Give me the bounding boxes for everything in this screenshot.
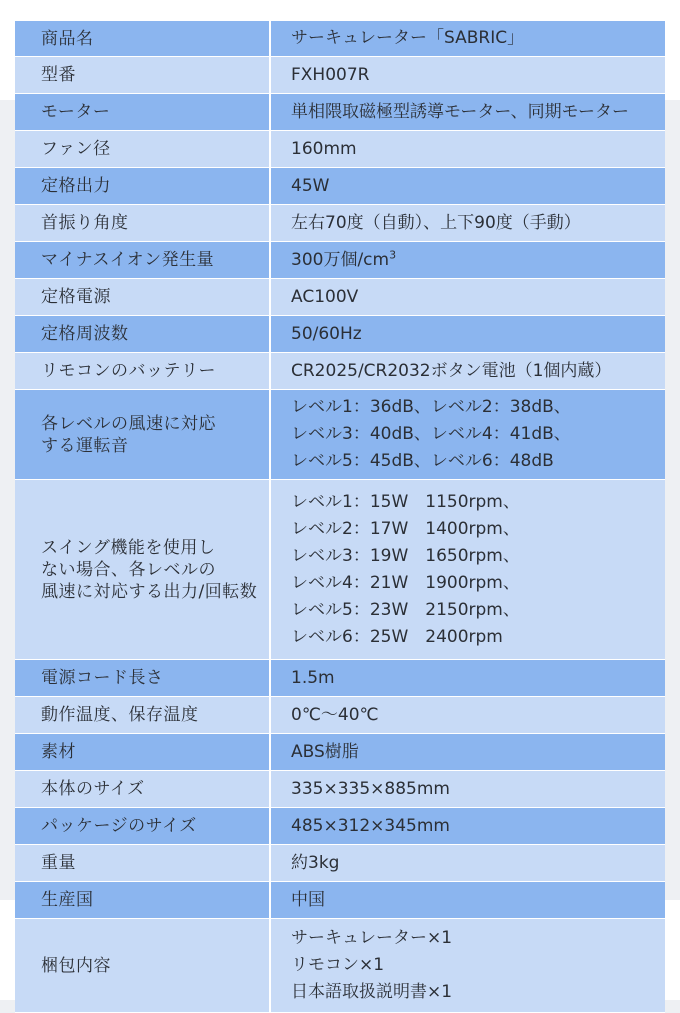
spec-value: レベル1：36dB、レベル2：38dB、	[291, 397, 571, 417]
spec-value: レベル1：15W 1150rpm、	[291, 491, 520, 512]
spec-label-cell	[15, 279, 271, 315]
spec-value-line	[291, 210, 665, 237]
spec-label: リモコンのバッテリー	[41, 361, 216, 381]
spec-label: モーター	[41, 102, 111, 122]
spec-value-line	[291, 284, 665, 311]
spec-value: レベル3：40dB、レベル4：41dB、	[291, 424, 571, 444]
spec-value: サーキュレーター×1	[291, 928, 453, 948]
spec-label-cell	[15, 845, 271, 881]
spec-value-line	[291, 321, 665, 348]
spec-value-line	[291, 952, 665, 979]
spec-value-cell	[271, 131, 665, 167]
spec-value-cell	[271, 242, 665, 278]
spec-value-cell	[271, 734, 665, 770]
spec-value-line	[291, 979, 665, 1006]
spec-label-cell	[15, 57, 271, 93]
spec-label-cell	[15, 480, 271, 659]
spec-row	[15, 808, 665, 845]
spec-value-line	[291, 358, 665, 385]
spec-value-line	[291, 25, 665, 52]
spec-label-cell	[15, 168, 271, 204]
spec-row	[15, 21, 665, 57]
spec-value-line	[291, 489, 665, 516]
spec-value-cell	[271, 205, 665, 241]
spec-value: レベル4：21W 1900rpm、	[291, 572, 520, 593]
spec-value: 300万個/cm	[291, 249, 390, 270]
spec-value-cell	[271, 919, 665, 1012]
spec-label-cell	[15, 771, 271, 807]
spec-value-cell	[271, 279, 665, 315]
spec-row	[15, 660, 665, 697]
spec-value-cell	[271, 882, 665, 918]
spec-value: 単相隈取磁極型誘導モーター、同期モーター	[291, 101, 629, 122]
spec-value: 335×335×885mm	[291, 778, 450, 799]
spec-value-line	[291, 394, 665, 421]
spec-value-line	[291, 247, 665, 274]
spec-value: 左右70度（自動）、上下90度（手動）	[291, 212, 581, 233]
spec-value: FXH007R	[291, 64, 370, 85]
spec-label: 梱包内容	[41, 955, 111, 976]
spec-value: レベル6：25W 2400rpm	[291, 626, 503, 647]
spec-label: マイナスイオン発生量	[41, 250, 215, 270]
spec-label: ファン径	[41, 139, 111, 159]
spec-label: 首振り角度	[41, 213, 129, 233]
spec-label: 定格電源	[41, 287, 111, 307]
spec-label: 商品名	[41, 28, 94, 49]
spec-value: 0℃〜40℃	[291, 704, 379, 725]
spec-row	[15, 242, 665, 279]
spec-label: 重量	[41, 853, 76, 873]
spec-value: 日本語取扱説明書×1	[291, 982, 453, 1002]
spec-value-line	[291, 543, 665, 570]
spec-row	[15, 316, 665, 353]
spec-value-line	[291, 813, 665, 840]
spec-value-cell	[271, 353, 665, 389]
spec-label-cell	[15, 21, 271, 56]
spec-value-cell	[271, 808, 665, 844]
spec-value: 約3kg	[291, 852, 340, 873]
spec-value: レベル3：19W 1650rpm、	[291, 545, 520, 566]
spec-row	[15, 205, 665, 242]
spec-value-line	[291, 516, 665, 543]
spec-label-cell	[15, 131, 271, 167]
spec-value-cell	[271, 94, 665, 130]
spec-row	[15, 94, 665, 131]
spec-label-cell	[15, 660, 271, 696]
spec-value: レベル5：23W 2150rpm、	[291, 599, 520, 620]
spec-value-cell	[271, 660, 665, 696]
spec-label: 本体のサイズ	[41, 779, 145, 799]
spec-label: 型番	[41, 65, 76, 85]
spec-row	[15, 771, 665, 808]
spec-label: 定格出力	[41, 176, 111, 196]
spec-label: スイング機能を使用し ない場合、各レベルの 風速に対応する出力/回転数	[41, 537, 258, 602]
spec-value-line	[291, 624, 665, 651]
spec-value-line	[291, 776, 665, 803]
spec-value-line	[291, 739, 665, 766]
spec-label: 定格周波数	[41, 324, 129, 344]
spec-label-cell	[15, 882, 271, 918]
spec-value-line	[291, 925, 665, 952]
spec-value: CR2025/CR2032ボタン電池（1個内蔵）	[291, 360, 612, 381]
spec-label-cell	[15, 697, 271, 733]
spec-value-superscript: 3	[389, 247, 397, 261]
spec-row	[15, 390, 665, 480]
spec-label: 素材	[41, 742, 76, 762]
spec-row	[15, 131, 665, 168]
spec-value: リモコン×1	[291, 955, 385, 975]
spec-value-line	[291, 702, 665, 729]
spec-label: 動作温度、保存温度	[41, 705, 199, 725]
spec-value-cell	[271, 480, 665, 659]
spec-value: レベル5：45dB、レベル6：48dB	[291, 451, 554, 471]
spec-row	[15, 279, 665, 316]
spec-value: 1.5m	[291, 667, 335, 688]
spec-row	[15, 353, 665, 390]
spec-value-cell	[271, 771, 665, 807]
spec-label: パッケージのサイズ	[41, 816, 197, 836]
spec-value: 45W	[291, 175, 330, 196]
spec-row	[15, 480, 665, 660]
spec-value-line	[291, 850, 665, 877]
spec-value-line	[291, 887, 665, 914]
spec-table	[15, 21, 665, 1013]
spec-label-cell	[15, 390, 271, 479]
spec-value-cell	[271, 168, 665, 204]
spec-value-cell	[271, 697, 665, 733]
spec-value-line	[291, 173, 665, 200]
spec-value-cell	[271, 390, 665, 479]
spec-value-cell	[271, 57, 665, 93]
spec-value-line	[291, 448, 665, 475]
spec-row	[15, 734, 665, 771]
spec-value: サーキュレーター「SABRIC」	[291, 28, 525, 48]
spec-value-line	[291, 62, 665, 89]
spec-value-line	[291, 570, 665, 597]
spec-value: AC100V	[291, 286, 359, 307]
spec-label: 生産国	[41, 890, 94, 910]
spec-value-line	[291, 136, 665, 163]
spec-value-line	[291, 597, 665, 624]
spec-value-line	[291, 421, 665, 448]
spec-row	[15, 882, 665, 919]
spec-value: 50/60Hz	[291, 323, 362, 344]
spec-label-cell	[15, 734, 271, 770]
spec-label: 各レベルの風速に対応 する運転音	[41, 413, 216, 456]
spec-row	[15, 697, 665, 734]
spec-value: 中国	[291, 889, 325, 910]
spec-label-cell	[15, 94, 271, 130]
spec-value: レベル2：17W 1400rpm、	[291, 518, 520, 539]
spec-value-line	[291, 99, 665, 126]
spec-label: 電源コード長さ	[41, 668, 164, 688]
spec-value-cell	[271, 316, 665, 352]
spec-value: ABS樹脂	[291, 741, 359, 762]
spec-label-cell	[15, 808, 271, 844]
spec-row	[15, 845, 665, 882]
spec-row	[15, 919, 665, 1013]
spec-label-cell	[15, 205, 271, 241]
spec-label-cell	[15, 919, 271, 1012]
spec-row	[15, 168, 665, 205]
spec-row	[15, 57, 665, 94]
spec-value: 485×312×345mm	[291, 815, 450, 836]
spec-value-cell	[271, 21, 665, 56]
spec-label-cell	[15, 242, 271, 278]
spec-label-cell	[15, 353, 271, 389]
spec-value-cell	[271, 845, 665, 881]
spec-value: 160mm	[291, 138, 357, 159]
spec-value-line	[291, 665, 665, 692]
spec-label-cell	[15, 316, 271, 352]
